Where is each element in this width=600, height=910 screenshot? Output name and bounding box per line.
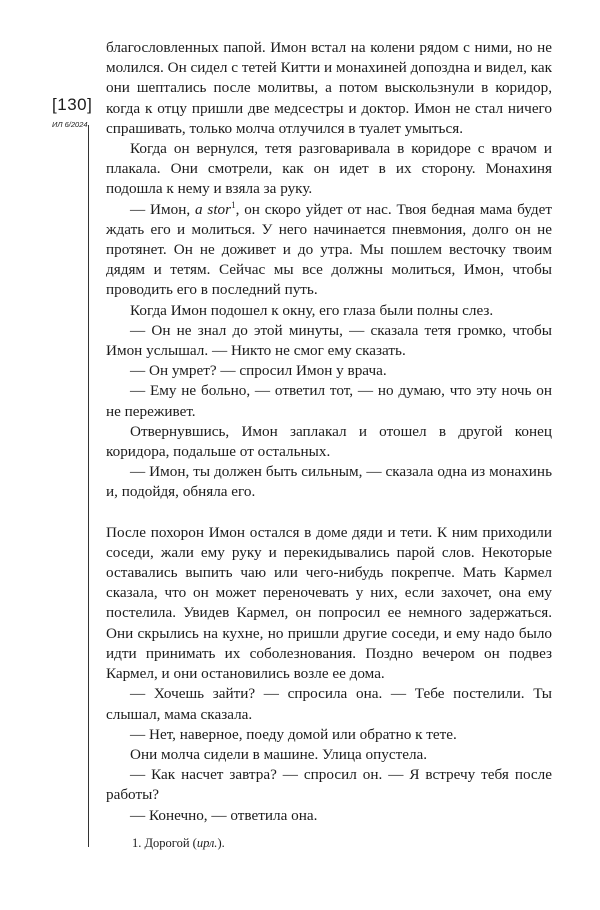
paragraph: После похорон Имон остался в доме дяди и тети. К ним приходили соседи, жали ему руку и перекидывались парой слов. Некоторые оставались выпить чаю или чего-нибудь покрепче. Мать Кармел сказала, что он может переночевать у них, если захочет, она ему постелила. Увидев Кармел, он попросил ее немного задержаться. Они скрылись на кухне, но пришли другие соседи, и ему надо было идти принимать их соболезнования. Поздно вечером он подвез Кармел, и они остановились возле ее дома.	[106, 523, 552, 683]
paragraph: — Имон, a stor$^1$, он скоро уйдет от нас. Твоя бедная мама будет ждать его и молиться. У него начинается пневмония, долго он не протянет. Он не доживет и до утра. Мы пошлем весточку твоим дядям и тетям. Сейчас мы все должны молиться, Имон, чтобы проводить его в последний путь.	[106, 199, 552, 299]
paragraph: Когда он вернулся, тетя разговаривала в коридоре с врачом и плакала. Они смотрели, как он идет в их сторону. Монахиня подошла к нему и взяла за руку.	[106, 140, 552, 198]
paragraph: Отвернувшись, Имон заплакал и отошел в другой конец коридора, подальше от остальных.	[106, 422, 552, 461]
italic-phrase: a stor	[194, 200, 232, 218]
paragraph: благословленных папой. Имон встал на колени рядом с ними, но не молился. Он сидел с тетей Китти и монахиней допоздна и видел, как они шептались после молитвы, а потом выскользнули в коридор, когда к отцу пришли две медсестры и доктор. Имон не стал ничего спрашивать, только молча отлучился в туалет умыться.	[106, 39, 552, 137]
paragraph: — Имон, ты должен быть сильным, — сказала одна из монахинь и, подойдя, обняла его.	[106, 463, 552, 501]
paragraph: — Как насчет завтра? — спросил он. — Я встречу тебя после работы?	[106, 766, 552, 804]
paragraph: — Нет, наверное, поеду домой или обратно к тете.	[130, 725, 457, 743]
paragraph: — Он не знал до этой минуты, — сказала тетя громко, чтобы Имон услышал. — Никто не смог ему сказать.	[106, 321, 552, 360]
paragraph: — Конечно, — ответила она.	[130, 806, 318, 824]
paragraph: — Он умрет? — спросил Имон у врача.	[130, 362, 387, 380]
body-text	[106, 38, 552, 826]
footnote-ref: 1	[231, 199, 236, 210]
footnote: 1. Дорогой (ирл.).	[132, 836, 225, 850]
journal-issue: ИЛ 6/2024	[52, 120, 88, 129]
paragraph: — Хочешь зайти? — спросила она. — Тебе постелили. Ты слышал, мама сказала.	[106, 685, 552, 723]
margin-rule	[88, 125, 89, 847]
paragraph: Они молча сидели в машине. Улица опустела.	[130, 745, 428, 763]
paragraph: — Ему не больно, — ответил тот, — но думаю, что эту ночь он не переживет.	[106, 382, 552, 420]
paragraph: Когда Имон подошел к окну, его глаза были полны слез.	[130, 301, 494, 319]
page-number: [130]	[52, 95, 93, 114]
